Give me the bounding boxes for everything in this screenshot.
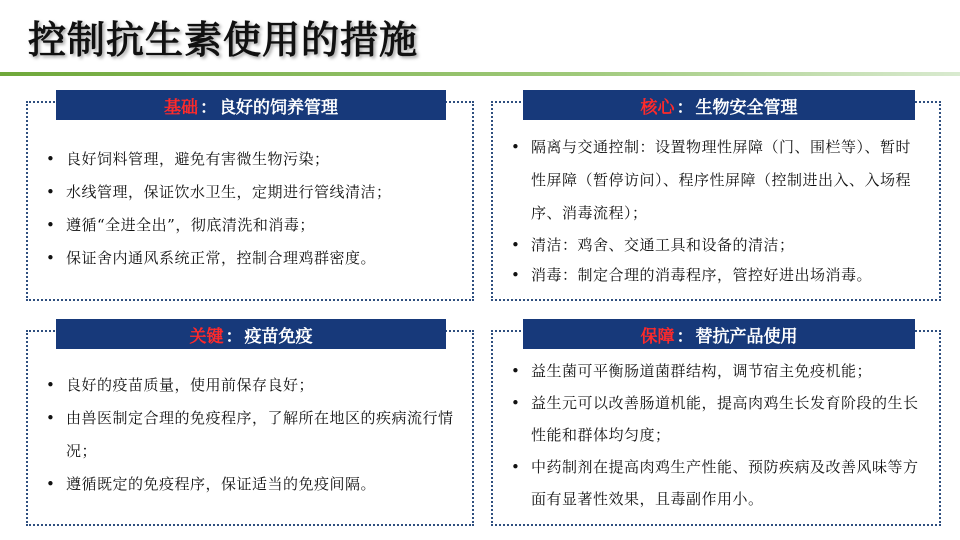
panel-biosecurity (491, 97, 941, 301)
list-item: • 遵循既定的免疫程序，保证适当的免疫间隔。 (46, 468, 458, 501)
panel-antibiotic-alternatives (491, 326, 941, 526)
list-item: • 益生元可以改善肠道机能，提高肉鸡生长发育阶段的生长性能和群体均匀度； (511, 387, 925, 451)
list-item: • 良好饲料管理，避免有害微生物污染； (46, 143, 458, 176)
header-key: 关键 (189, 326, 224, 347)
list-item: • 由兽医制定合理的免疫程序，了解所在地区的疾病流行情况； (46, 402, 458, 468)
header-title: 生物安全管理 (695, 97, 798, 118)
panel-header (523, 90, 915, 120)
list-item: • 消毒：制定合理的消毒程序，管控好进出场消毒。 (511, 260, 925, 290)
list-item: • 隔离与交通控制：设置物理性屏障（门、围栏等）、暂时性屏障（暂停访问）、程序性屏障（控制进出入、入场程序、消毒流程）； (511, 131, 925, 230)
list-item: • 水线管理，保证饮水卫生，定期进行管线清洁； (46, 176, 458, 209)
item-list (46, 143, 458, 275)
list-item: • 遵循“全进全出”，彻底清洗和消毒； (46, 209, 458, 242)
header-title: 良好的饲养管理 (219, 97, 338, 118)
panel-header (56, 90, 446, 120)
header-separator: ： (676, 97, 694, 118)
item-list (511, 131, 925, 290)
header-separator: ： (676, 326, 694, 347)
header-key: 保障 (640, 326, 675, 347)
header-key: 基础 (164, 97, 198, 118)
item-list (46, 369, 458, 501)
list-item: • 清洁：鸡舍、交通工具和设备的清洁； (511, 230, 925, 260)
panel-vaccination (26, 326, 474, 526)
list-item: • 益生菌可平衡肠道菌群结构，调节宿主免疫机能； (511, 355, 925, 387)
header-key: 核心 (640, 97, 675, 118)
panel-feeding-management (26, 97, 474, 301)
title-divider (0, 72, 960, 76)
panel-header (523, 319, 915, 349)
list-item: • 中药制剂在提高肉鸡生产性能、预防疾病及改善风味等方面有显著性效果，且毒副作用小。 (511, 451, 925, 515)
panel-header (56, 319, 446, 349)
item-list (511, 355, 925, 515)
header-separator: ： (225, 326, 243, 347)
header-title: 疫苗免疫 (244, 326, 313, 347)
header-title: 替抗产品使用 (695, 326, 798, 347)
list-item: • 保证舍内通风系统正常，控制合理鸡群密度。 (46, 242, 458, 275)
header-separator: ： (200, 97, 217, 118)
list-item: • 良好的疫苗质量，使用前保存良好； (46, 369, 458, 402)
page-title: 控制抗生素使用的措施 (28, 18, 419, 62)
